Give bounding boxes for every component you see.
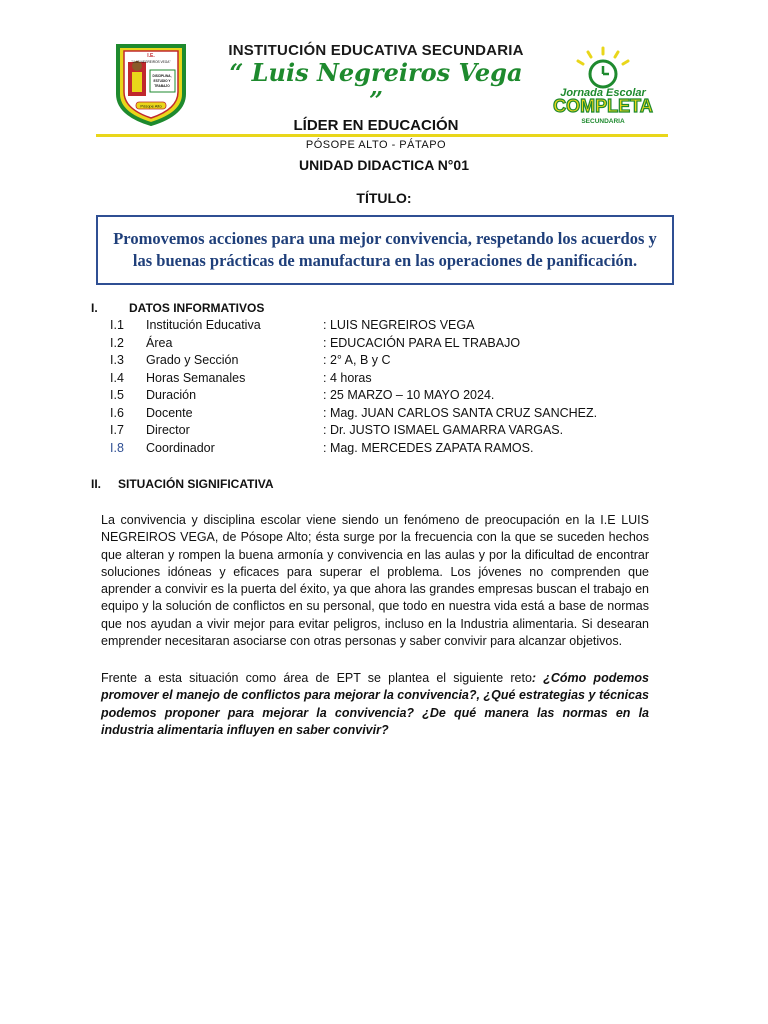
title-box bbox=[96, 215, 674, 285]
info-num: I.3 bbox=[110, 353, 124, 367]
info-value: : 25 MARZO – 10 MAYO 2024. bbox=[323, 388, 495, 402]
section-1-number: I. bbox=[91, 301, 98, 315]
svg-text:Jornada Escolar: Jornada Escolar bbox=[560, 87, 646, 99]
info-num: I.5 bbox=[110, 388, 124, 402]
info-num: I.4 bbox=[110, 371, 124, 385]
unit-title-text: Promovemos acciones para una mejor convivencia, respetando los acuerdos y las buenas prácticas de manufactura en las operaciones de panificación. bbox=[113, 229, 657, 270]
info-value: : EDUCACIÓN PARA EL TRABAJO bbox=[323, 336, 521, 350]
info-num: I.7 bbox=[110, 423, 124, 437]
situation-paragraph: La convivencia y disciplina escolar viene siendo un fenómeno de preocupación en la I.E LUIS NEGREIROS VEGA, de Pósope Alto; ésta surge por la frecuencia con la que se suceden hechos que alteran y rompen la buena armonía y convivencia en las aulas y por la dificultad de encontrar soluciones idóneas y eficaces para superar el problema. Los jóvenes no comprenden que aprender a convivir es la puerta del éxito, ya que ahora las grandes empresas buscan el trabajo en equipo y la solución de conflictos en su personal, que todo en nuestra vida está a base de normas que nos ayudan a vivir mejor para evitar peligros, incluso en la Industria alimentaria. Si desearan emprender necesitaran asociarse con otras personas y saber convivir para alcanzar objetivos. bbox=[101, 513, 649, 649]
challenge-intro: Frente a esta situación como área de EPT se plantea el siguiente reto bbox=[101, 671, 532, 685]
svg-text:DISCIPLINA,: DISCIPLINA, bbox=[152, 74, 172, 78]
info-value: : Mag. MERCEDES ZAPATA RAMOS. bbox=[323, 441, 534, 455]
svg-text:TRABAJO: TRABAJO bbox=[154, 84, 170, 88]
svg-text:ESTUDIO Y: ESTUDIO Y bbox=[153, 79, 171, 83]
jornada-escolar-completa-logo bbox=[540, 44, 666, 128]
info-value: : Dr. JUSTO ISMAEL GAMARRA VARGAS. bbox=[323, 423, 564, 437]
info-num: I.1 bbox=[110, 318, 124, 332]
institution-name: “ Luis Negreiros Vega ” bbox=[229, 58, 523, 115]
info-label: Institución Educativa bbox=[146, 318, 261, 332]
section-1-heading bbox=[91, 301, 264, 315]
info-label: Coordinador bbox=[146, 441, 215, 455]
info-num: I.6 bbox=[110, 406, 124, 420]
section-2-number: II. bbox=[91, 477, 102, 491]
svg-text:Pósope Alto: Pósope Alto bbox=[140, 103, 162, 109]
section-1-title: DATOS INFORMATIVOS bbox=[129, 301, 265, 315]
svg-text:I.E.: I.E. bbox=[147, 53, 155, 59]
challenge-questions: : ¿Cómo podemos promover el manejo de conflictos para mejorar la convivencia?, ¿Qué estrategias y técnicas podemos proponer para mejorar la convivencia? ¿De qué manera las normas en la industria alimentaria influyen en saber convivir? bbox=[101, 671, 649, 737]
info-num: I.2 bbox=[110, 336, 124, 350]
svg-text:"LUIS NEGREIROS VEGA": "LUIS NEGREIROS VEGA" bbox=[131, 60, 171, 64]
institution-type: INSTITUCIÓN EDUCATIVA SECUNDARIA bbox=[228, 42, 524, 59]
info-label: Área bbox=[146, 336, 173, 350]
svg-text:COMPLETA: COMPLETA bbox=[553, 96, 653, 116]
info-value: : Mag. JUAN CARLOS SANTA CRUZ SANCHEZ. bbox=[323, 406, 598, 420]
titulo-label: TÍTULO: bbox=[356, 190, 412, 206]
info-num: I.8 bbox=[110, 441, 124, 455]
info-label: Grado y Sección bbox=[146, 353, 239, 367]
svg-text:SECUNDARIA: SECUNDARIA bbox=[581, 118, 625, 125]
institution-motto: LÍDER EN EDUCACIÓN bbox=[293, 117, 459, 134]
info-label: Director bbox=[146, 423, 190, 437]
info-value: : 4 horas bbox=[323, 371, 372, 385]
info-label: Horas Semanales bbox=[146, 371, 246, 385]
institution-place: PÓSOPE ALTO - PÁTAPO bbox=[305, 139, 447, 151]
info-value: : LUIS NEGREIROS VEGA bbox=[323, 318, 475, 332]
school-header bbox=[96, 34, 668, 151]
info-label: Duración bbox=[146, 388, 197, 402]
section-2-heading bbox=[91, 477, 274, 491]
info-value: : 2° A, B y C bbox=[323, 353, 391, 367]
unit-title: UNIDAD DIDACTICA N°01 bbox=[299, 157, 469, 173]
header-divider bbox=[96, 134, 668, 137]
school-crest-logo bbox=[116, 42, 186, 126]
challenge-paragraph bbox=[101, 670, 649, 739]
info-label: Docente bbox=[146, 406, 193, 420]
section-2-title: SITUACIÓN SIGNIFICATIVA bbox=[118, 477, 274, 491]
